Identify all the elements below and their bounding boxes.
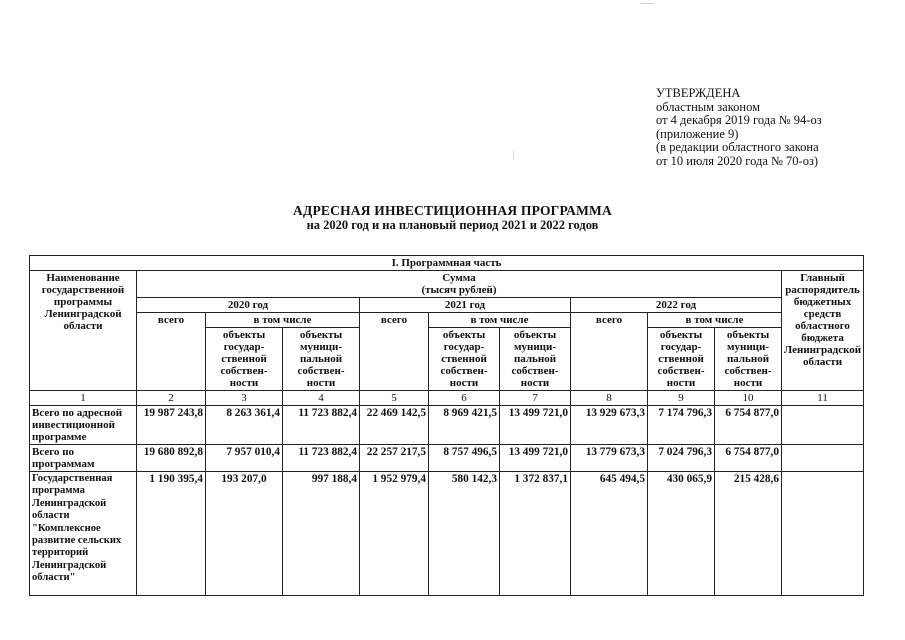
row-value: 13 779 673,3 (571, 445, 648, 472)
header-total-2021: всего (360, 313, 429, 391)
row-value: 11 723 882,4 (283, 445, 360, 472)
header-year-2021: 2021 год (360, 298, 571, 313)
row-value: 580 142,3 (429, 472, 500, 596)
header-muni-2020: объекты муници-пальной собствен-ности (283, 328, 360, 391)
document-subtitle: на 2020 год и на плановый период 2021 и 2022 годов (306, 218, 599, 232)
row-value: 13 929 673,3 (571, 406, 648, 445)
header-total-2022: всего (571, 313, 648, 391)
column-number: 9 (648, 391, 715, 406)
row-value: 645 494,5 (571, 472, 648, 596)
header-muni-2021: объекты муници-пальной собствен-ности (500, 328, 571, 391)
approval-block (656, 87, 822, 169)
header-state-2020: объекты государ-ственной собствен-ности (206, 328, 283, 391)
scan-mark (640, 3, 654, 4)
header-state-2021: объекты государ-ственной собствен-ности (429, 328, 500, 391)
row-value: 7 957 010,4 (206, 445, 283, 472)
row-value: 19 987 243,8 (137, 406, 206, 445)
header-incl-2021: в том числе (429, 313, 571, 328)
header-state-2022: объекты государ-ственной собствен-ности (648, 328, 715, 391)
header-program-name: Наименование государственной программы Ленинградской области (30, 271, 137, 391)
table-row (30, 472, 864, 596)
row-value: 8 757 496,5 (429, 445, 500, 472)
row-name: Всего по адресной инвестиционной программе (30, 406, 137, 445)
row-name: Всего по программам (30, 445, 137, 472)
row-value: 8 969 421,5 (429, 406, 500, 445)
row-value: 997 188,4 (283, 472, 360, 596)
row-value: 6 754 877,0 (715, 445, 782, 472)
table-row (30, 445, 864, 472)
column-number: 3 (206, 391, 283, 406)
row-value: 22 257 217,5 (360, 445, 429, 472)
header-sum-unit: (тысяч рублей) (421, 284, 497, 296)
investment-program-table (29, 255, 864, 596)
approval-line-1: УТВЕРЖДЕНА (656, 86, 741, 100)
approval-line-5: (в редакции областного закона (656, 140, 819, 155)
column-number: 1 (30, 391, 137, 406)
row-value: 7 024 796,3 (648, 445, 715, 472)
header-incl-2020: в том числе (206, 313, 360, 328)
row-value: 13 499 721,0 (500, 406, 571, 445)
row-value: 430 065,9 (648, 472, 715, 596)
row-value: 13 499 721,0 (500, 445, 571, 472)
row-manager (782, 445, 864, 472)
row-value: 8 263 361,4 (206, 406, 283, 445)
header-sum-label: Сумма (442, 272, 476, 284)
approval-line-3: от 4 декабря 2019 года № 94-оз (656, 113, 822, 128)
column-number: 7 (500, 391, 571, 406)
document-title: АДРЕСНАЯ ИНВЕСТИЦИОННАЯ ПРОГРАММА (293, 203, 612, 218)
header-manager: Главный распорядитель бюджетных средств областного бюджета Ленинградской области (782, 271, 864, 391)
row-value: 22 469 142,5 (360, 406, 429, 445)
scan-mark (513, 150, 514, 160)
row-value: 1 372 837,1 (500, 472, 571, 596)
column-number: 6 (429, 391, 500, 406)
approval-line-4: (приложение 9) (656, 126, 739, 141)
document-title-block (0, 203, 905, 233)
row-value: 215 428,6 (715, 472, 782, 596)
column-number: 4 (283, 391, 360, 406)
part-title: I. Программная часть (30, 256, 864, 271)
row-value: 6 754 877,0 (715, 406, 782, 445)
column-number-row (30, 391, 864, 406)
header-total-2020: всего (137, 313, 206, 391)
row-name: Государственная программа Ленинградской области "Комплексное развитие сельских территорий Ленинградской области" (30, 472, 137, 596)
approval-line-2: областным законом (656, 99, 761, 114)
row-value: 11 723 882,4 (283, 406, 360, 445)
column-number: 10 (715, 391, 782, 406)
row-value: 1 190 395,4 (137, 472, 206, 596)
column-number: 8 (571, 391, 648, 406)
row-manager (782, 406, 864, 445)
header-year-2020: 2020 год (137, 298, 360, 313)
header-sum (137, 271, 782, 298)
column-number: 2 (137, 391, 206, 406)
header-muni-2022: объекты муници-пальной собствен-ности (715, 328, 782, 391)
header-incl-2022: в том числе (648, 313, 782, 328)
table-row (30, 406, 864, 445)
row-value: 1 952 979,4 (360, 472, 429, 596)
column-number: 5 (360, 391, 429, 406)
approval-line-6: от 10 июля 2020 года № 70-оз) (656, 153, 819, 168)
header-year-2022: 2022 год (571, 298, 782, 313)
row-manager (782, 472, 864, 596)
row-value: 19 680 892,8 (137, 445, 206, 472)
column-number: 11 (782, 391, 864, 406)
row-value: 7 174 796,3 (648, 406, 715, 445)
row-value: 193 207,0 (206, 472, 283, 596)
